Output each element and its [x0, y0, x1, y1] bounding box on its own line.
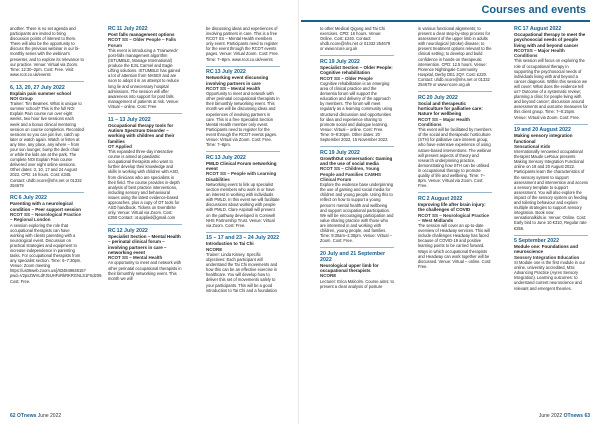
event-divider [514, 235, 588, 236]
event-listing [108, 113, 182, 220]
event-title: Networking event discussing involving partners in care [206, 75, 269, 86]
event-listing [418, 91, 492, 188]
event-date-text: 17 August 2022 [522, 26, 562, 32]
event-divider [206, 66, 280, 67]
event-date-text: 15 – 17 and 23 – 24 July 2022 [206, 235, 280, 242]
event-organiser: NCORE [206, 246, 223, 252]
column-3 [206, 26, 280, 404]
event-listing [320, 247, 394, 289]
page-number-left: 62 [10, 413, 16, 419]
event-title: Parenting with a neurological condition – Peer support session [10, 201, 82, 212]
date-left: June 2022 [37, 413, 62, 419]
event-description: Trainer: Linda Kinsey. Specific objectives: Each participant will understand the Tai Chi movements and how this can be an effective exercise in healthcare. You will develop how to deliver this set of movements safely to your participants. This will be a good introduction to Tai Chi and a foundation [206, 251, 278, 293]
event-date-text: 6, 13, 20, 27 July 2022 [10, 84, 65, 91]
rcot-logo-icon: RC [206, 154, 214, 161]
event-divider [514, 124, 588, 125]
event-title: Occupational therapy to meet the psychosocial needs of people living with and beyond cancer [514, 32, 586, 48]
header-rule [301, 20, 590, 22]
event-organiser: RCOT SS – Neurological Practice – West Midlands [418, 212, 490, 223]
event-divider [206, 232, 280, 233]
event-organiser: NOI Group [10, 95, 33, 101]
event-description: Trainer: Tim Beames. What is unique to summer school? This is the full NOI Explain Pain course run over eight weeks, two hour live sessions each week and a bonus clinical mentoring session on course completion. Recorded sessions so you can join live, catch up later or watch again. Watch or listen at any time, any place, any where – from your sun lounger, bump the deck chair or while the kids are at the park. The complete NOI Explain Pain course delivered over eight online sessions. Other dates: 3, 10, 17 and 24 August 2022. CPD: 16 hours. Cost: £345. Contact: uhdb.ncore@nhs.net or 01332 254679 [10, 101, 84, 188]
footer-right [539, 413, 590, 419]
event-listing [10, 81, 84, 188]
event-listing [108, 26, 182, 109]
event-date-text: 5 September 2022 [514, 238, 560, 245]
event-title: Social and therapeutic horticulture for palliative care: Nature for wellbeing [418, 100, 483, 117]
event-listing [514, 235, 588, 291]
event-date-text: 19 July 2022 [328, 59, 360, 66]
column-1 [10, 26, 103, 404]
event-title: Making sensory integration functional [514, 133, 573, 144]
event-title: Post falls management options [108, 32, 175, 37]
event-divider [108, 113, 182, 114]
event-description: A session exploring the role that occupational therapists can have working with clients parenting with a neurological event. Discussion on practical strategies and equipment to increase independence in parenting tasks. For occupational therapists from any specialist section. Time: 6–7:30pm. Venue: Zoom meeting https://us06web.zoom.us/j/83484984815?pwd=V2pxZWVLdFJ5UHFxRkRKRGNLS1FSdz09. Cost: Free. [10, 222, 103, 284]
event-title: Improving life after brain injury: the challenges of COVID [418, 201, 486, 213]
event-divider [418, 91, 492, 92]
rcot-logo-icon: RC [418, 195, 426, 202]
column-5 [418, 26, 492, 404]
event-listing [514, 124, 588, 231]
event-listing [10, 26, 84, 77]
event-divider [206, 151, 280, 152]
event-description: This session will focus on exploring the role of occupational therapy in supporting the psychosocial needs of individuals living with and beyond a cancer diagnosis. Within this session we will cover: What does the evidence tell us? Outcome of a systematic review; planning a clinic for people living with and beyond cancer; discussion around assessments and outcome measures for this client group. Time: 7–8:15pm. Venue: Virtual via Zoom. Cost: Free. [514, 58, 588, 120]
event-description: in various functional alignments; to present a clear step-by-step process for assessment of the upper limb in adults with neurological (stroke) disease; to present treatment options relevant to the clinical setting; to develop and build confidence in hands-on therapeutic intervention. CPD: 12.5 hours. Venue: Florence Nightingale Community Hospital, Derby DE1 2QY. Cost: £220. Contact: uhdb.ncore@nhs.net or 01332 254679 or www.ncore.org.uk [418, 26, 492, 88]
event-date-text: 20 July and 21 September 2022 [320, 250, 386, 263]
event-description: SI Module one is the first module in our online, university accredited, MSc Advancing Practice (Ayres Sensory Integration). Learning outcomes: to understand current neuroscience and relevant and emergent theories. [514, 260, 585, 291]
event-listing [320, 146, 394, 243]
event-date-text: 11 July 2022 [116, 26, 148, 32]
event-date-text: 19 July 2022 [328, 149, 360, 156]
event-organiser: RCOT SS – People with Learning Disabilities [206, 171, 277, 182]
column-6 [514, 26, 588, 404]
event-listing [206, 26, 280, 62]
event-divider [320, 247, 394, 248]
event-description: This event will be facilitated by members of the social and therapeutic horticulture (STH) for palliative care interest group, who have extensive experience of using nature-based interventions. The webinar will present aspects of theory and research underpinning practice, demonstrating how STH can be utilised in occupational therapy to promote quality of life and wellbeing. Time: 7–8pm. Venue: Virtual via Zoom. Cost: Free. [418, 127, 492, 189]
event-date-text: 2 August 2022 [426, 195, 463, 202]
event-date-text: 20 July 2022 [426, 94, 458, 101]
event-organiser: RCOT SS – Children, Young People and Families CAMHS Clinical Forum [320, 166, 382, 182]
event-listing [514, 26, 588, 120]
rcot-logo-icon: RC [108, 228, 116, 234]
rcot-logo-icon: RC [10, 195, 18, 202]
brand-left: OTnews [16, 413, 37, 419]
event-organiser: RCOT SS – Mental Health [206, 85, 261, 91]
rcot-logo-icon: RC [320, 149, 328, 156]
event-date-text: 13 July 2022 [214, 154, 246, 161]
event-description: The session will cover an up-to-date overview of Headway services. This will include challenges Headway has faced because of COVID-19 and positive learning points to be carried forward. Ways in which occupational therapists and Headway can work together will be discussed. Venue: Virtual – online. Cost: Free. [418, 223, 492, 269]
column-4 [320, 26, 394, 404]
event-description: Opportunity to meet and network with other perinatal occupational therapists in their bimonthly networking event. This month we will be discussing ideas and experiences of involving partners in care. This is a free Specialist Section Mental Health member only event. Participants need to register for the event through the RCOT events pages. Venue: Virtual via Zoom. Cost: Free. Time: 7–8pm. [206, 91, 280, 148]
event-listing [108, 224, 182, 280]
event-description: This expanded three-day interactive course is aimed at paediatric occupational therapists who want to further develop their knowledge and skills in working with children with ASD, from clinicians who are specialists in their field. The course provides in-depth analysis of best practice interventions, including sensory and behavioural issues using the latest evidence-based approaches, plus a copy of OT tools for ASD handbook. Tickets on Eventbrite only. Venue: Virtual via Zoom. Cost: £350 Contact: ot.applied@gmail.com [108, 149, 180, 221]
event-title: Explain pain summer school [10, 90, 72, 96]
event-listing [206, 151, 280, 228]
event-title: Occupational therapy tools for Autism Spectrum Disorder – working with children and their families [108, 122, 175, 144]
rcot-logo-icon: RC [206, 69, 214, 76]
event-organiser: RCOT SS – Older People [320, 75, 373, 81]
spine-gutter [298, 0, 299, 424]
event-listing [418, 26, 492, 87]
rcot-logo-icon: RC [514, 26, 522, 32]
event-organiser: RCOT SS – Older People – Falls Forum [108, 37, 177, 48]
event-description: Explore the evidence base underpinning the use of gaming and social media for children and young people. Using this to reflect on how to support a young person's mental health and wellbeing and support occupational participation. We will be encouraging participation and value sharing practice with those who are interested in and working with children, young people, and families. Time: 9:30am–1:30pm. Venue: Virtual – Zoom. Cost: Free. [320, 182, 394, 244]
event-title: Specialist Section – Mental Health – perinatal clinical forum – involving partners in care – networking event [108, 234, 181, 255]
event-description: be discussing ideas and experiences of involving partners in care. This is a free RCOT SS – Mental Health members only event. Participants need to register for the event through the RCOT events pages. Venue: Virtual Zoom. Cost: Free. Time: 7–8pm. www.rcot.co.uk/events [206, 26, 279, 62]
event-listing [206, 66, 280, 148]
event-organiser: RCOTSS – Major Health Conditions [514, 47, 565, 59]
event-description: Cognitive rehabilitation is an emerging area of clinical practice and the dementia forum will support the education and delivery of the approach by members. The forum will meet regularly as a learning community using structured discussion and opportunities for idea and experience sharing to promote social and dialogue learning. Venue: Virtual – online. Cost: Free. Time: 8–9:30pm. Other dates: 20 September 2022, 15 November 2022. [320, 80, 393, 142]
event-organiser: RCOT SS – Neurological Practice – Regional London [10, 211, 82, 223]
event-description: Lecturer: Erica Malcolm. Course aims: to present a clear analysis of posture [320, 278, 394, 289]
event-divider [320, 55, 394, 56]
event-date-text: 19 and 20 August 2022 [514, 127, 571, 134]
event-description: another. There is no set agenda and participants are invited to bring discussion points of interest to them. There will also be the opportunity to discuss the previous webinar in our bi-monthly series with the webinar's presenter, and to explore its relevance to our practice. Venue: Virtual via Zoom. Time: 12:30–2pm. Cost: Free. Visit: www.rcot.co.uk/events [10, 26, 84, 77]
event-title: GrowthOut conversation: Gaming and the use of social media [320, 155, 393, 166]
event-listing [320, 26, 394, 51]
event-divider [320, 146, 394, 147]
event-date-text: 13 July 2022 [214, 69, 246, 76]
event-date-text: 6 July 2022 [18, 195, 47, 202]
section-title: Courses and events [481, 4, 586, 16]
event-title: Neurological upper limb for occupational therapists [320, 262, 379, 274]
event-title: PMLD Clinical Forum networking event [206, 160, 277, 172]
event-organiser: Sensational Kids [514, 143, 551, 149]
event-date [320, 251, 394, 263]
event-description: This event is introducing a 'Trainwreck' post-falls management algorithm (ISTUMBLE, Manage International) produce the EJIL Carmel and Eagle Lifting solutions. ISTUMBLE has gained a lot of attention from NHSE/I and are soon to adopt it in an attempt to reduce long lie and unnecessary hospital admissions. The session will offer awareness into support for post falls management of patients at risk. Venue: Virtual – online. Cost: Free [108, 47, 181, 109]
event-listing [418, 192, 492, 269]
brand-right: OTnews [563, 413, 584, 419]
column-2 [108, 26, 182, 404]
event-listing [206, 232, 280, 293]
date-right: June 2022 [538, 413, 563, 419]
event-divider [10, 192, 84, 193]
event-description: to other Medical Qigong and Tai Chi exercises. CPD: 16 hours. Venue: Online. Cost: £240. Contact: uhdb.ncore@nhs.net or 01332 254679 or www.ncore.org.uk [320, 26, 391, 52]
rcot-logo-icon: RC [320, 59, 328, 66]
event-title: Introduction to Tai Chi [206, 241, 254, 247]
page-number-right: 63 [584, 413, 590, 419]
event-organiser: Sensory Integration Education [514, 254, 580, 260]
event-title: Module one: Foundations and neuroscience [514, 244, 578, 255]
footer-left [10, 413, 61, 419]
event-description: Internationally renowned occupational therapist Maude LeRoux presents Making Sensory Integration Functional online on 19 and 20 August 2022. Participants learn the characteristics of the sensory system to support assessment and intervention and access a sensory template to support assessment. You will also explore the impact of the sensory system on feeding and toileting behaviour and explore multiple strategies to support sensory integration. Book now: sensationalkids.ie. Venue: Online. Cost: Early bird to June 10 €310, Regular rate €355. [514, 149, 588, 231]
event-date-text: 12 July 2022 [116, 228, 148, 234]
event-description: An opportunity to meet and network with other perinatal occupational therapists in their bimonthly networking event. This month we will [108, 260, 182, 281]
event-listing [320, 55, 394, 142]
rcot-logo-icon: RC [108, 26, 116, 32]
event-title: Specialist Section – Older People: Cognitive rehabilitation [320, 65, 393, 76]
event-divider [10, 81, 84, 82]
event-description: Networking event to link up specialist section members who work in or have an interest in working with individuals with PMLD. In this event we will facilitate discussions about working with people with PMLD. Clare Aspinall will present on the pathway developed in Cornwell NHS Partnership Trust. Venue: Virtual via Zoom. Cost: Free. [206, 181, 280, 228]
event-organiser: RCOT SS – Mental Health [108, 255, 163, 261]
event-organiser: OT Applied [108, 143, 132, 149]
event-divider [418, 192, 492, 193]
event-organiser: NCORE [320, 273, 337, 279]
event-divider [108, 224, 182, 225]
event-organiser: RCOT SS – Major Health Conditions [418, 116, 471, 127]
event-date-text: 11 – 13 July 2022 [108, 116, 151, 123]
event-listing [10, 192, 103, 284]
rcot-logo-icon: RC [418, 94, 426, 101]
